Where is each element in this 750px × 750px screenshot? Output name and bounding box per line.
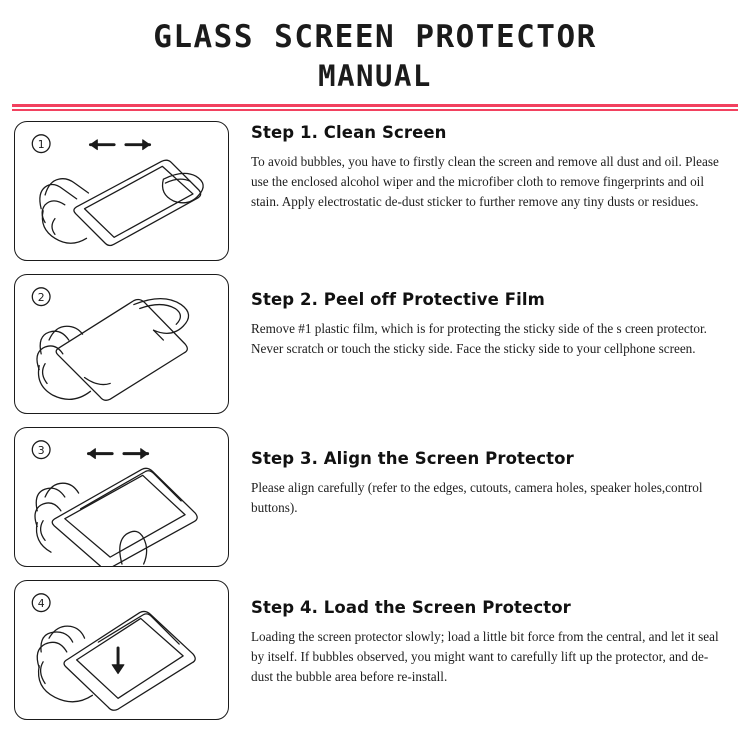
page-title-line-1: GLASS SCREEN PROTECTOR [153,19,597,55]
step-4-title: Step 4. Load the Screen Protector [251,597,571,617]
step-4-illustration [14,580,229,720]
step-1-title: Step 1. Clean Screen [251,122,447,142]
step-3-text [229,427,736,518]
step-3-body: Please align carefully (refer to the edges, cutouts, camera holes, speaker holes,control buttons). [251,479,703,515]
step-item [14,580,736,720]
document-header [0,0,750,111]
svg-text:1: 1 [37,137,45,151]
step-4-body: Loading the screen protector slowly; load a little bit force from the central, and let it seal by itself. If bubbles observed, you might want to carefully lift up the protector, and de-dust the bubble area before re-install. [251,628,719,684]
step-2-title: Step 2. Peel off Protective Film [251,289,545,309]
step-1-text [229,121,736,212]
step-2-body: Remove #1 plastic film, which is for protecting the sticky side of the s creen protector. Never scratch or touch the sticky side. Face the sticky side to your cellphone screen. [251,320,707,356]
svg-text:3: 3 [37,443,45,457]
svg-text:4: 4 [37,596,45,610]
step-2-text [229,274,736,359]
step-1-body: To avoid bubbles, you have to firstly clean the screen and remove all dust and oil. Please use the enclosed alcohol wiper and the microfiber cloth to remove fingerprints and oil stain. Apply electrostatic de-dust sticker to further remove any tiny dusts or residues. [251,153,719,209]
page-title-line-2: MANUAL [318,58,432,93]
step-3-title: Step 3. Align the Screen Protector [251,448,574,468]
step-4-text [229,580,736,687]
step-item [14,274,736,414]
step-1-illustration [14,121,229,261]
step-2-illustration [14,274,229,414]
header-divider [0,104,750,111]
step-item [14,121,736,261]
step-3-illustration [14,427,229,567]
steps-list [0,111,750,720]
step-item [14,427,736,567]
svg-text:2: 2 [37,290,45,304]
